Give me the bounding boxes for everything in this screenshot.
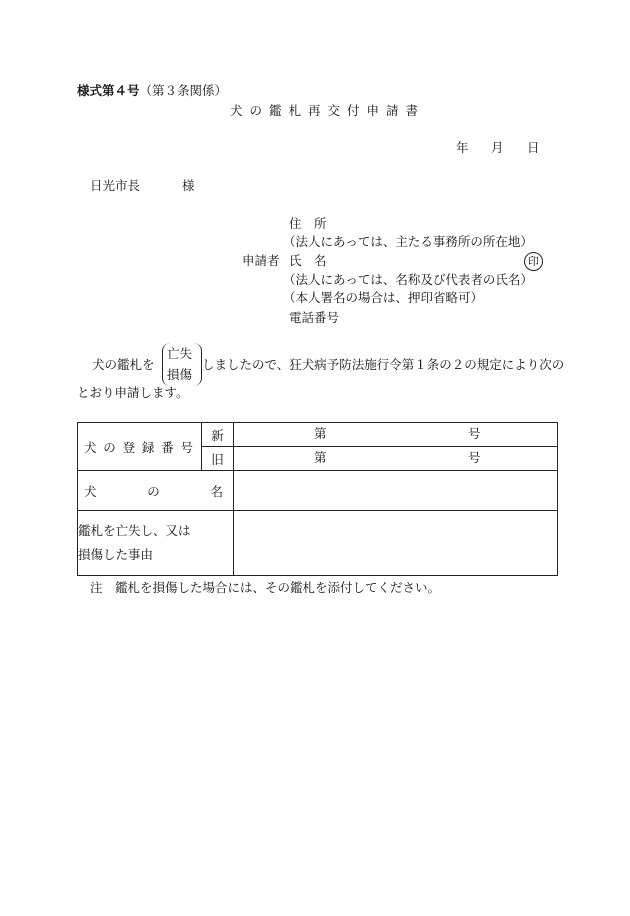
new-number-field[interactable]	[234, 423, 558, 447]
form-label: 様式第４号	[77, 83, 140, 98]
body-prefix: 犬の鑑札を	[92, 357, 155, 372]
new-go-label: 号	[468, 426, 481, 441]
date-day-label: 日	[527, 140, 540, 155]
body-line2: とおり申請します。	[77, 385, 189, 400]
new-dai-label: 第	[314, 426, 327, 441]
applicant-label: 申請者	[242, 253, 280, 268]
dog-name-field[interactable]	[234, 471, 558, 511]
form-number	[77, 85, 227, 98]
option-bracket	[162, 343, 202, 386]
table-row	[78, 471, 558, 511]
option-lost: 亡失	[167, 346, 193, 361]
reason-label: 鑑札を亡失し、又は 損傷した事由	[78, 511, 234, 576]
option-damaged: 損傷	[167, 367, 193, 382]
registration-table	[77, 422, 558, 576]
name-label: 氏 名	[289, 253, 327, 268]
seal-mark: 印	[524, 252, 543, 271]
old-go-label: 号	[468, 450, 481, 465]
addressee-honorific: 様	[182, 178, 195, 193]
addressee-name: 日光市長	[90, 178, 141, 193]
new-label: 新	[202, 423, 234, 447]
old-number-field[interactable]	[234, 447, 558, 471]
reason-field[interactable]	[234, 511, 558, 576]
address-note: （法人にあっては、主たる事務所の所在地）	[283, 234, 533, 249]
table-row	[78, 511, 558, 576]
page-title: 犬の鑑札再交付申請書	[230, 103, 426, 118]
old-dai-label: 第	[314, 450, 327, 465]
date-year-label: 年	[456, 140, 469, 155]
old-label: 旧	[202, 447, 234, 471]
name-note: （法人にあっては、名称及び代表者の氏名）	[283, 272, 533, 287]
dog-name-label: 犬 の 名	[78, 471, 234, 511]
footnote: 注 鑑札を損傷した場合には、その鑑札を添付してください。	[90, 580, 441, 595]
phone-label: 電話番号	[289, 310, 340, 325]
address-label: 住 所	[289, 216, 327, 231]
table-row	[78, 423, 558, 447]
reg-number-label: 犬 の 登 録 番 号	[78, 423, 202, 471]
signature-note: （本人署名の場合は、押印省略可）	[283, 290, 484, 305]
date-month-label: 月	[491, 140, 504, 155]
form-relation: （第３条関係）	[139, 83, 228, 98]
body-suffix: しましたので、狂犬病予防法施行令第１条の２の規定により次の	[202, 357, 565, 372]
